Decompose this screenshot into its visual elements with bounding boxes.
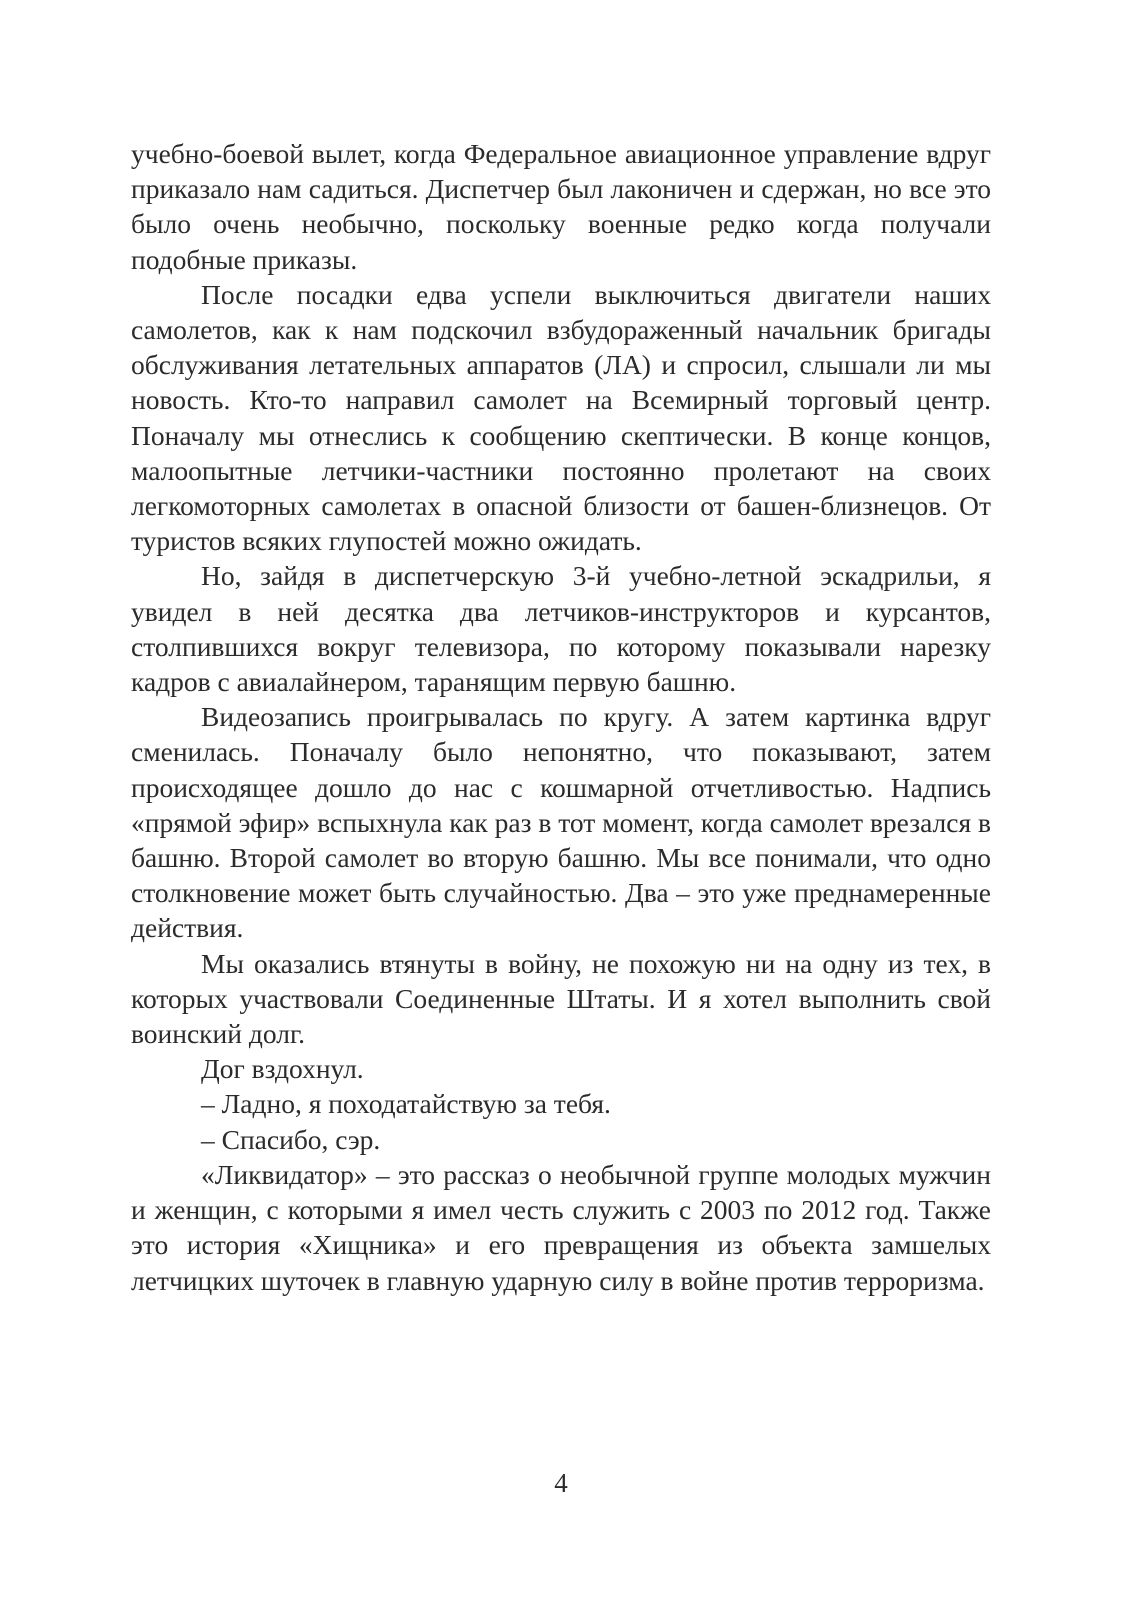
paragraph: Дог вздохнул. bbox=[201, 1053, 364, 1085]
paragraph: «Ликвидатор» – это рассказ о необычной группе молодых мужчин и женщин, с которыми я имел честь служить с 2003 по 2012 год. Также это история «Хищника» и его превращения из объекта замшелых летчицких шуточек в главную ударную силу в войне против терроризма. bbox=[131, 1158, 991, 1296]
paragraph: Видеозапись проигрывалась по кругу. А затем картинка вдруг сменилась. Поначалу было непонятно, что показывают, затем происходящее дошло до нас с кошмарной отчетливостью. Надпись «прямой эфир» вспыхнула как раз в тот момент, когда самолет врезался в башню. Второй самолет во вторую башню. Мы все понимали, что одно столкновение может быть случайностью. Два – это уже преднамеренные действия. bbox=[131, 701, 991, 944]
paragraph: – Спасибо, сэр. bbox=[201, 1123, 381, 1155]
paragraph: – Ладно, я походатайствую за тебя. bbox=[201, 1088, 611, 1120]
text-block bbox=[131, 136, 991, 1298]
page-number: 4 bbox=[554, 1468, 568, 1498]
paragraph: После посадки едва успели выключиться двигатели наших самолетов, как к нам подскочил взбудораженный начальник бригады обслуживания летательных аппаратов (ЛА) и спросил, слышали ли мы новость. Кто-то направил самолет на Всемирный торговый центр. Поначалу мы отнеслись к сообщению скептически. В конце концов, малоопытные летчики-частники постоянно пролетают на своих легкомоторных самолетах в опасной близости от башен-близнецов. От туристов всяких глупостей можно ожидать. bbox=[131, 278, 991, 557]
paragraph: учебно-боевой вылет, когда Федеральное авиационное управление вдруг приказало нам садиться. Диспетчер был лаконичен и сдержан, но все это было очень необычно, поскольку военные редко когда получали подобные приказы. bbox=[131, 138, 991, 275]
paragraph: Мы оказались втянуты в войну, не похожую ни на одну из тех, в которых участвовали Соединенные Штаты. И я хотел выполнить свой воинский долг. bbox=[131, 947, 991, 1050]
paragraph: Но, зайдя в диспетчерскую 3-й учебно-летной эскадрильи, я увидел в ней десятка два летчиков-инструкторов и курсантов, столпившихся вокруг телевизора, по которому показывали нарезку кадров с авиалайнером, таранящим первую башню. bbox=[131, 560, 991, 698]
